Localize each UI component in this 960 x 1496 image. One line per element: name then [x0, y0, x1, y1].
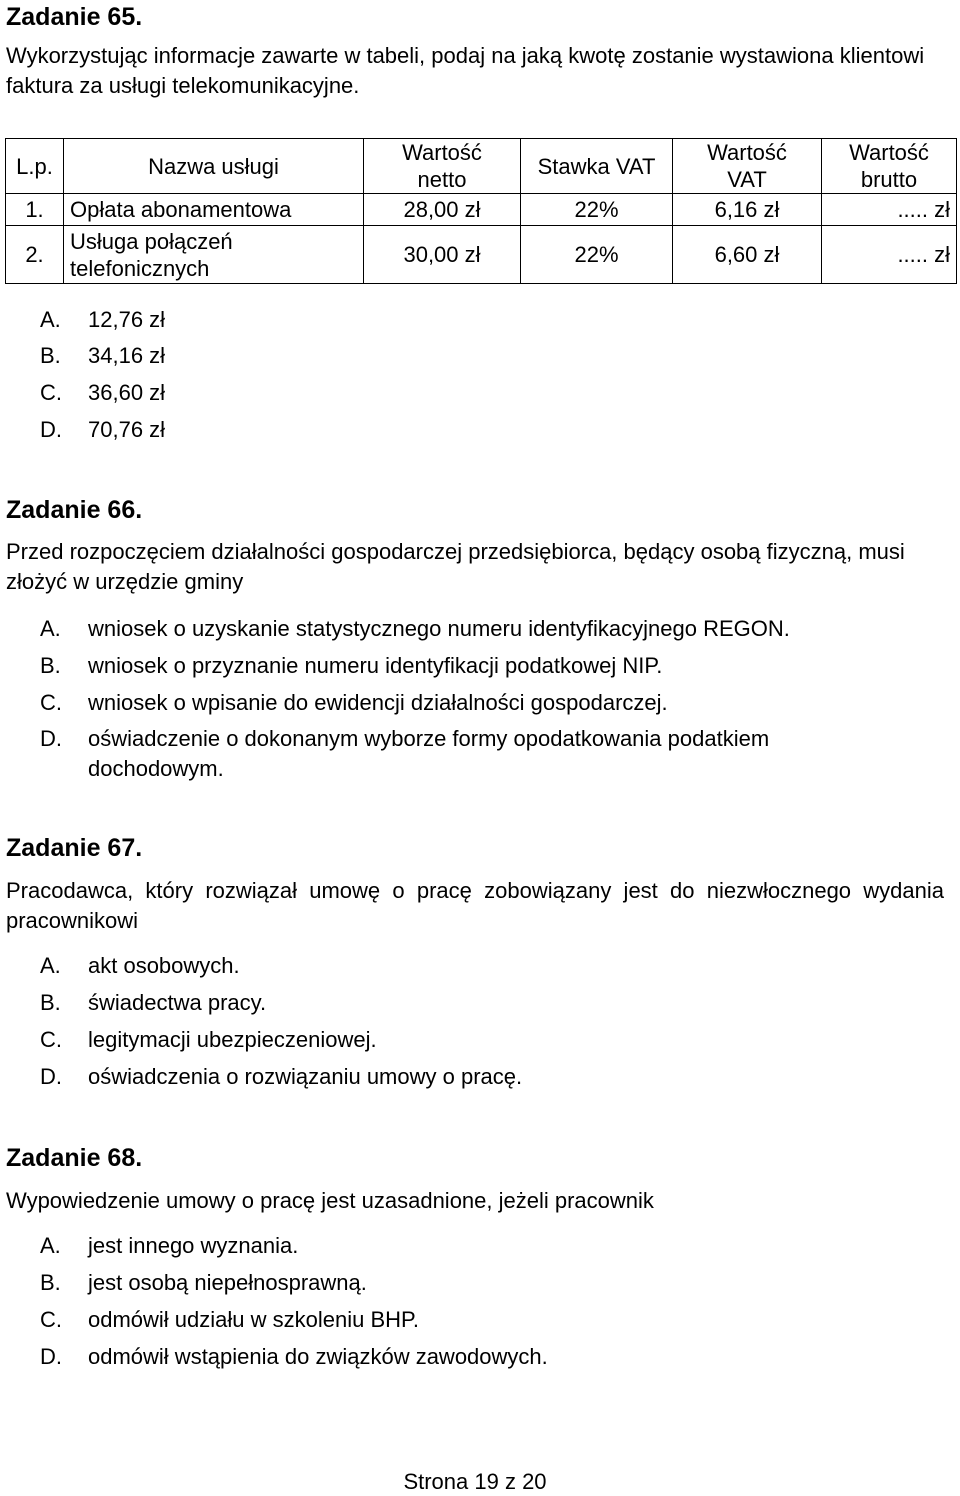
option-text: 34,16 zł	[88, 343, 166, 368]
option-letter: C.	[40, 1027, 62, 1052]
question-66-title: Zadanie 66.	[6, 496, 143, 524]
header-rate: Stawka VAT	[521, 139, 673, 194]
option-letter: B.	[40, 990, 61, 1015]
q65-option-c[interactable]	[40, 378, 165, 408]
cell-lp: 1.	[6, 194, 64, 226]
q66-option-d[interactable]	[40, 724, 920, 784]
option-text: akt osobowych.	[88, 953, 240, 978]
question-65-text: Wykorzystując informacje zawarte w tabeli, podaj na jaką kwotę zostanie wystawiona klientowi faktura za usługi telekomunikacyjne.	[6, 43, 925, 98]
option-letter: A.	[40, 307, 61, 332]
header-netto-line2: netto	[417, 167, 467, 192]
option-text: świadectwa pracy.	[88, 990, 267, 1015]
option-text: jest osobą niepełnosprawną.	[88, 1270, 367, 1295]
option-text: wniosek o przyznanie numeru identyfikacji podatkowej NIP.	[88, 653, 663, 678]
option-letter: C.	[40, 690, 62, 715]
option-letter: A.	[40, 1233, 61, 1258]
cell-rate: 22%	[521, 194, 673, 226]
question-65-title: Zadanie 65.	[6, 3, 143, 31]
header-vat	[673, 139, 822, 194]
question-68-title: Zadanie 68.	[6, 1144, 143, 1172]
q65-option-b[interactable]	[40, 341, 165, 371]
option-text: odmówił udziału w szkoleniu BHP.	[88, 1307, 419, 1332]
cell-netto: 28,00 zł	[364, 194, 521, 226]
question-66-text: Przed rozpoczęciem działalności gospodarczej przedsiębiorca, będący osobą fizyczną, musi złożyć w urzędzie gminy	[6, 539, 905, 594]
header-brutto-line1: Wartość	[849, 140, 929, 165]
q67-option-d[interactable]	[40, 1062, 522, 1092]
table-header-row	[6, 139, 957, 194]
option-text: jest innego wyznania.	[88, 1233, 299, 1258]
option-letter: C.	[40, 380, 62, 405]
table-row	[6, 226, 957, 284]
cell-vat: 6,60 zł	[673, 226, 822, 284]
q67-option-c[interactable]	[40, 1025, 377, 1055]
cell-name-line1: Usługa połączeń	[70, 228, 233, 254]
header-lp: L.p.	[6, 139, 64, 194]
cell-name	[64, 226, 364, 284]
q67-option-b[interactable]	[40, 988, 266, 1018]
option-letter: D.	[40, 726, 62, 751]
q68-option-b[interactable]	[40, 1268, 367, 1298]
option-text: legitymacji ubezpieczeniowej.	[88, 1027, 377, 1052]
option-letter: D.	[40, 1064, 62, 1089]
option-letter: B.	[40, 1270, 61, 1295]
header-brutto	[822, 139, 957, 194]
header-brutto-line2: brutto	[860, 167, 918, 192]
option-text: wniosek o uzyskanie statystycznego numeru identyfikacyjnego REGON.	[88, 616, 790, 641]
question-67-title: Zadanie 67.	[6, 834, 143, 862]
q67-option-a[interactable]	[40, 951, 240, 981]
q65-option-d[interactable]	[40, 415, 165, 445]
cell-lp: 2.	[6, 226, 64, 284]
option-letter: A.	[40, 953, 61, 978]
cell-netto: 30,00 zł	[364, 226, 521, 284]
q66-option-a[interactable]	[40, 614, 790, 644]
q68-option-d[interactable]	[40, 1342, 548, 1372]
option-text: 70,76 zł	[88, 417, 166, 442]
q66-option-c[interactable]	[40, 688, 668, 718]
option-text-continuation: dochodowym.	[88, 756, 224, 781]
cell-brutto: ..... zł	[822, 194, 957, 226]
option-text: 12,76 zł	[88, 307, 166, 332]
option-letter: A.	[40, 616, 61, 641]
header-netto-line1: Wartość	[402, 140, 482, 165]
header-vat-line2: VAT	[727, 167, 767, 192]
q68-option-a[interactable]	[40, 1231, 298, 1261]
vat-table	[5, 138, 957, 284]
question-67-text: Pracodawca, który rozwiązał umowę o pracę zobowiązany jest do niezwłocznego wydania pracownikowi	[6, 878, 944, 933]
option-letter: D.	[40, 417, 62, 442]
table-row	[6, 194, 957, 226]
q66-option-b[interactable]	[40, 651, 662, 681]
question-68-text: Wypowiedzenie umowy o pracę jest uzasadnione, jeżeli pracownik	[6, 1188, 654, 1213]
option-letter: B.	[40, 343, 61, 368]
option-letter: B.	[40, 653, 61, 678]
option-text: oświadczenie o dokonanym wyborze formy opodatkowania podatkiem	[88, 726, 770, 751]
q68-option-c[interactable]	[40, 1305, 419, 1335]
option-letter: D.	[40, 1344, 62, 1369]
header-name: Nazwa usługi	[64, 139, 364, 194]
cell-vat: 6,16 zł	[673, 194, 822, 226]
option-letter: C.	[40, 1307, 62, 1332]
option-text: wniosek o wpisanie do ewidencji działalności gospodarczej.	[88, 690, 668, 715]
cell-name-line2: telefonicznych	[70, 255, 210, 281]
q65-option-a[interactable]	[40, 305, 165, 335]
option-text: odmówił wstąpienia do związków zawodowych.	[88, 1344, 548, 1369]
cell-rate: 22%	[521, 226, 673, 284]
cell-brutto: ..... zł	[822, 226, 957, 284]
header-netto	[364, 139, 521, 194]
option-text: 36,60 zł	[88, 380, 166, 405]
cell-name: Opłata abonamentowa	[64, 194, 364, 226]
page-number: Strona 19 z 20	[403, 1469, 547, 1494]
header-vat-line1: Wartość	[707, 140, 787, 165]
option-text: oświadczenia o rozwiązaniu umowy o pracę.	[88, 1064, 523, 1089]
